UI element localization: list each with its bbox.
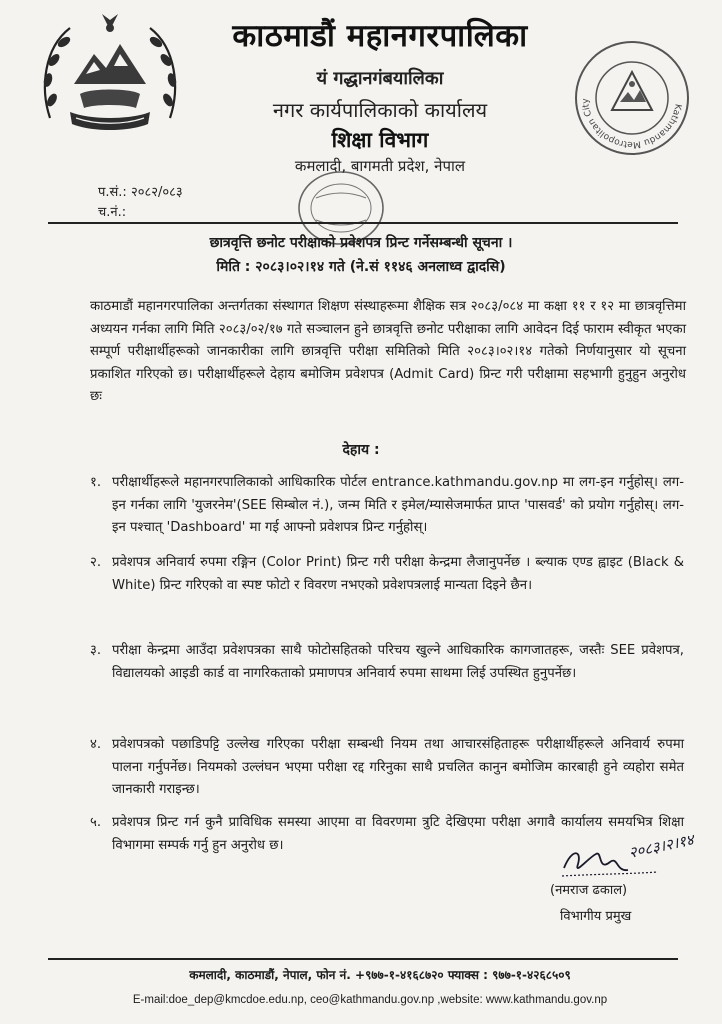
municipality-subtitle: यं गद्धानगंबयालिका <box>316 68 444 89</box>
item-text: परीक्षार्थीहरूले महानगरपालिकाको आधिकारिक पोर्टल entrance.kathmandu.gov.np मा लग-इन गर्नुहोस्। लग-इन गर्नका लागि 'युजरनेम'(SEE सिम्बोल नं.), जन्म मिति र इमेल/म्यासेजमार्फत प्राप्त 'पासवर्ड' को प्रयोग गर्नुहोस्। लग-इन पश्चात् 'Dashboard' मा गई आफ्नो प्रवेशपत्र प्रिन्ट गर्नुहोस्। <box>112 475 684 535</box>
item-number: ३. <box>90 643 102 658</box>
reference-number: प.सं.: २०८२/०८३ <box>98 185 183 200</box>
dispatch-number: च.नं.: <box>98 205 127 220</box>
seal-lettering: Kathmandu Metropolitan City <box>580 97 683 150</box>
office-address: कमलादी, बागमती प्रदेश, नेपाल <box>294 157 466 175</box>
item-text: प्रवेशपत्रको पछाडिपट्टि उल्लेख गरिएका परीक्षा सम्बन्धी नियम तथा आचारसंहिताहरू परीक्षार्थीहरूले अनिवार्य रुपमा पालना गर्नुपर्नेछ। नियमको उल्लंघन भएमा परीक्षा रद्द गरिनुका साथै प्रचलित कानुन बमोजिम कारबाही हुने व्यहोरा समेत जानकारी गराइन्छ। <box>112 737 684 797</box>
office-name: नगर कार्यपालिकाको कार्यालय <box>272 98 488 122</box>
handwritten-signature <box>558 828 708 888</box>
item-number: ५. <box>90 815 102 830</box>
footer-address: कमलादी, काठमाडौं, नेपाल, फोन नं. +९७७-१-४१६८७२० फ्याक्स : ९७७-१-४२६८५०९ <box>189 968 571 982</box>
signer-title: विभागीय प्रमुख <box>560 909 632 924</box>
municipality-name: काठमाडौं महानगरपालिका <box>232 18 528 54</box>
item-number: ४. <box>90 737 102 752</box>
intro-paragraph: काठमाडौं महानगरपालिका अन्तर्गतका संस्थागत शिक्षण संस्थाहरूमा शैक्षिक सत्र २०८३/०८४ मा कक्षा ११ र १२ मा छात्रवृत्तिमा अध्ययन गर्नका लागि मिति २०८३/०२/१७ गते सञ्चालन हुने छात्रवृत्ति छनोट परीक्षाका लागि आवेदन दिई फाराम स्वीकृत भएका सम्पूर्ण परीक्षार्थीहरूको जानकारीका लागि छात्रवृत्ति परीक्षा समितिको मिति २०८३।०२।१४ गतेको निर्णयानुसार यो सूचना प्रकाशित गरिएको छ। परीक्षार्थीहरूले देहाय बमोजिम प्रवेशपत्र (Admit Card) प्रिन्ट गरी परीक्षामा सहभागी हुनुहुन अनुरोध छः <box>90 299 686 404</box>
signature-date: २०८३।२।१४ <box>627 830 696 862</box>
item-number: १. <box>90 475 102 490</box>
item-number: २. <box>90 555 102 570</box>
list-heading: देहाय : <box>342 442 380 458</box>
header-divider <box>48 222 678 224</box>
notice-date: मिति : २०८३।०२।१४ गते (ने.सं ११४६ अनलाध्व द्वादसि) <box>216 259 506 275</box>
footer-contact: E-mail:doe_dep@kmcdoe.edu.np, ceo@kathmandu.gov.np ,website: www.kathmandu.gov.np <box>132 994 608 1006</box>
metropolitan-seal <box>572 38 692 158</box>
notice-subject: छात्रवृत्ति छनोट परीक्षाको प्रवेशपत्र प्रिन्ट गर्नेसम्बन्धी सूचना । <box>209 235 513 251</box>
department-name: शिक्षा विभाग <box>331 128 429 152</box>
item-text: प्रवेशपत्र अनिवार्य रुपमा रङ्गिन (Color Print) प्रिन्ट गरी परीक्षा केन्द्रमा लैजानुपर्नेछ । ब्ल्याक एण्ड ह्वाइट (Black & White) प्रिन्ट गरिएको वा स्पष्ट फोटो र विवरण नभएको प्रवेशपत्रलाई मान्यता दिइने छैन। <box>112 555 684 593</box>
footer-divider <box>48 958 678 960</box>
item-text: परीक्षा केन्द्रमा आउँदा प्रवेशपत्रका साथै फोटोसहितको परिचय खुल्ने आधिकारिक कागजातहरू, जस्तैः SEE प्रवेशपत्र, विद्यालयको आइडी कार्ड वा नागरिकताको प्रमाणपत्र अनिवार्य रुपमा साथमा लिई उपस्थित हुनुपर्नेछ। <box>112 643 684 681</box>
signer-name: (नमराज ढकाल) <box>550 883 628 898</box>
item-text: प्रवेशपत्र प्रिन्ट गर्न कुनै प्राविधिक समस्या आएमा वा विवरणमा त्रुटि देखिएमा परीक्षा अगावै कार्यालय समयभित्र शिक्षा विभागमा सम्पर्क गर्नु हुन अनुरोध छ। <box>112 815 684 853</box>
coat-of-arms-emblem <box>30 8 190 148</box>
